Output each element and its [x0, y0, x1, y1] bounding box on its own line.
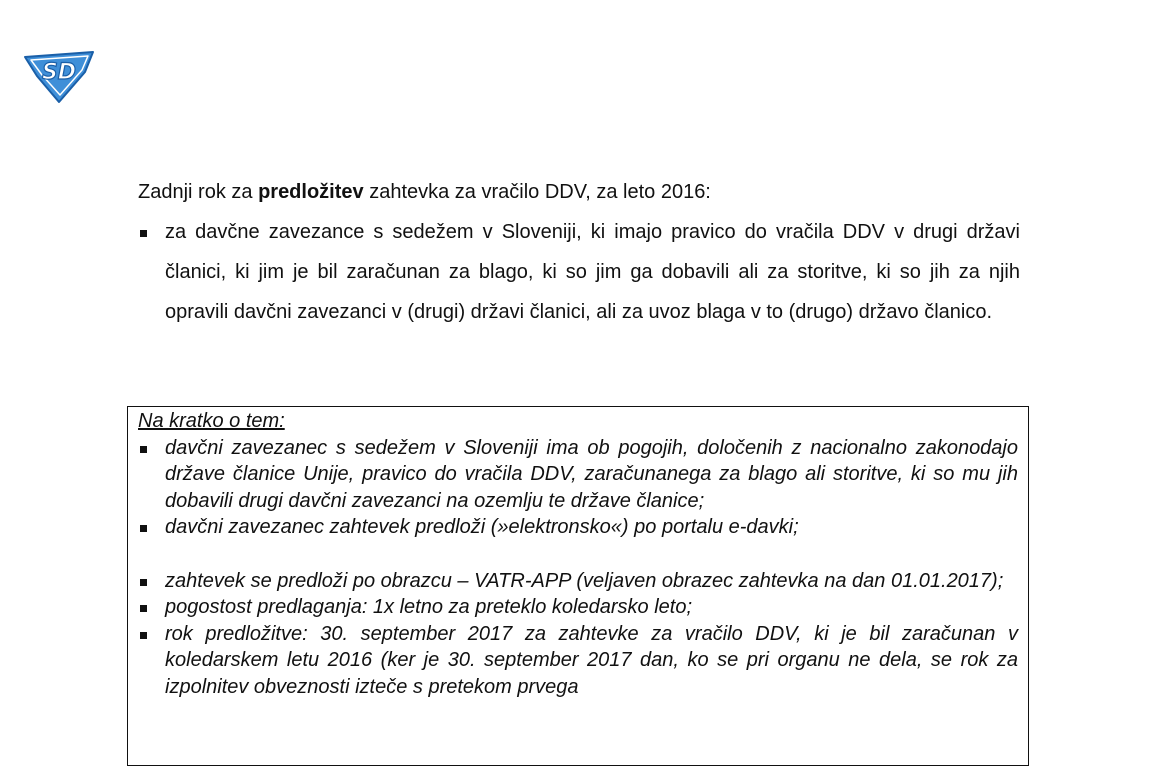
list-item-text: davčni zavezanec zahtevek predloži (»elektronsko«) po portalu e-davki;	[165, 516, 799, 539]
square-bullet-icon	[140, 230, 147, 237]
list-item	[138, 568, 1018, 595]
square-bullet-icon	[140, 446, 147, 453]
summary-heading: Na kratko o tem:	[138, 410, 285, 432]
list-item	[138, 621, 1018, 701]
intro-line	[138, 178, 1023, 206]
logo-text: SD	[41, 60, 77, 85]
summary-box	[127, 406, 1029, 766]
intro-bold: predložitev	[258, 181, 364, 203]
list-item	[138, 212, 1020, 332]
list-item	[138, 514, 1018, 541]
list-item-text: pogostost predlaganja: 1x letno za preteklo koledarsko leto;	[165, 596, 693, 619]
square-bullet-icon	[140, 632, 147, 639]
list-item-text: za davčne zavezance s sedežem v Sloveniji, ki imajo pravico do vračila DDV v drugi državi članici, ki jim je bil zaračunan za blago, ki so jim ga dobavili ali za storitve, ki so jih za njih opravili davčni zavezanci v (drugi) državi članici, ali za uvoz blaga v to (drugo) državo članico.	[165, 221, 1020, 323]
summary-list	[138, 435, 1018, 701]
square-bullet-icon	[140, 579, 147, 586]
sd-shield-logo-icon	[22, 48, 96, 104]
list-item-text: zahtevek se predloži po obrazcu – VATR-APP (veljaven obrazec zahtevka na dan 01.01.2017);	[165, 569, 1004, 592]
list-item-text: davčni zavezanec s sedežem v Sloveniji ima ob pogojih, določenih z nacionalno zakonodajo države članice Unije, pravico do vračila DDV, zaračunanega za blago ali storitve, ki so mu jih dobavili drugi davčni zavezanci na ozemlju te države članice;	[165, 436, 1018, 512]
list-item	[138, 594, 1018, 621]
intro-after: zahtevka za vračilo DDV, za leto 2016:	[363, 181, 711, 203]
square-bullet-icon	[140, 605, 147, 612]
square-bullet-icon	[140, 525, 147, 532]
intro-before: Zadnji rok za	[138, 181, 259, 203]
deadline-list	[138, 212, 1020, 332]
company-logo	[22, 48, 96, 104]
list-item-text: rok predložitve: 30. september 2017 za zahtevke za vračilo DDV, ki je bil zaračunan v koledarskem letu 2016 (ker je 30. september 2017 dan, ko se pri organu ne dela, se rok za izpolnitev obveznosti izteče s pretekom prvega	[165, 622, 1018, 698]
list-item	[138, 435, 1018, 515]
